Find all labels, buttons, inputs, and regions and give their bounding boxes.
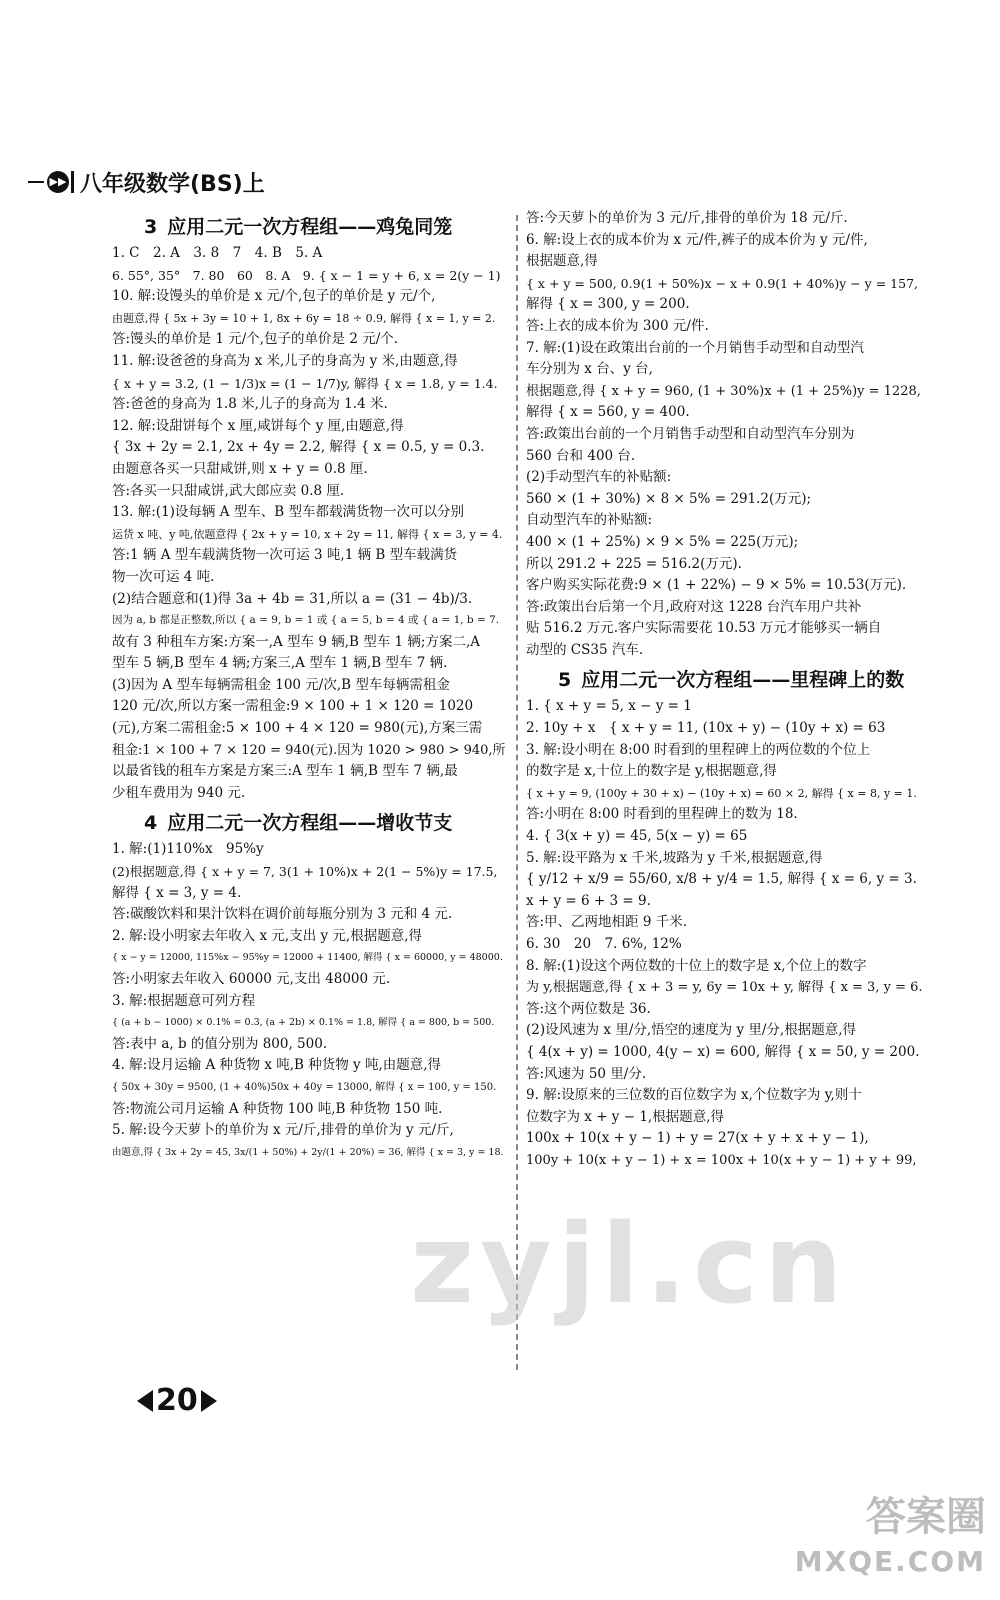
answer-line: (2)手动型汽车的补贴额: [526,469,672,486]
header-title: 八年级数学(BS)上 [80,171,265,197]
answer-line: 因为 a, b 都是正整数,所以 { a = 9, b = 1 或 { a = 5, b = 4 或 { a = 1, b = 7. [112,614,500,627]
answer-line: 根据题意,得 { x + y = 960, (1 + 30%)x + (1 + 25%)y = 1228, [526,383,921,399]
answer-line: x + y = 6 + 3 = 9. [526,892,651,909]
answer-line: 1. C 2. A 3. 8 7 4. B 5. A [112,245,323,261]
answer-line: { 4(x + y) = 1000, 4(y − x) = 600, 解得 { x = 50, y = 200. [526,1043,920,1060]
page-number [137,1383,217,1418]
answer-line: { x − y = 12000, 115%x − 95%y = 12000 + 11400, 解得 { x = 60000, y = 48000. [112,952,503,964]
answer-line: 由题意各买一只甜咸饼,则 x + y = 0.8 厘. [112,460,368,477]
fast-forward-icon: ▶▶ [47,171,69,193]
answer-line: 10. 解:设馒头的单价是 x 元/个,包子的单价是 y 元/个, [112,288,436,305]
answer-line: 车分别为 x 台、y 台, [526,361,653,378]
answer-line: 答:风速为 50 里/分. [526,1065,647,1082]
answer-line: { 50x + 30y = 9500, (1 + 40%)50x + 40y = 13000, 解得 { x = 100, y = 150. [112,1081,497,1093]
answer-line: 答:表中 a, b 的值分别为 800, 500. [112,1035,328,1052]
answer-line: 7. 解:(1)设在政策出台前的一个月销售手动型和自动型汽 [526,339,864,356]
answer-line: 400 × (1 + 25%) × 9 × 5% = 225(万元); [526,533,799,550]
answer-line: 12. 解:设甜饼每个 x 厘,咸饼每个 y 厘,由题意,得 [112,417,404,434]
answer-line: 5. 解:设今天萝卜的单价为 x 元/斤,排骨的单价为 y 元/斤, [112,1122,454,1139]
answer-line: 租金:1 × 100 + 7 × 120 = 940(元).因为 1020 > 980 > 940,所 [112,742,506,758]
answer-line: 解得 { x = 3, y = 4. [112,884,242,901]
answer-line: 120 元/次,所以方案一需租金:9 × 100 + 1 × 120 = 1020 [112,698,474,715]
answer-line: 5. 解:设平路为 x 千米,坡路为 y 千米,根据题意,得 [526,849,823,866]
answer-line: 答:上衣的成本价为 300 元/件. [526,317,709,334]
answer-line: 为 y,根据题意,得 { x + 3 = y, 6y = 10x + y, 解得 { x = 3, y = 6. [526,980,923,996]
answer-line: { x + y = 9, (100y + 30 + x) − (10y + x) = 60 × 2, 解得 { x = 8, y = 1. [526,786,917,800]
answer-line: 的数字是 x,十位上的数字是 y,根据题意,得 [526,763,777,780]
answer-line: 1. { x + y = 5, x − y = 1 [526,698,692,715]
answer-line: 解得 { x = 300, y = 200. [526,296,690,313]
answer-line: 答:物流公司月运输 A 种货物 100 吨,B 种货物 150 吨. [112,1100,443,1117]
answer-line: 自动型汽车的补贴额: [526,512,653,529]
section-number: 3 [144,216,158,238]
answer-line: 型车 5 辆,B 型车 4 辆;方案三,A 型车 1 辆,B 型车 7 辆. [112,655,448,672]
column-divider [516,215,518,1370]
answer-line: 运货 x 吨、y 吨,依题意得 { 2x + y = 10, x + 2y = 11, 解得 { x = 3, y = 4. [112,527,503,541]
answer-line: 4. 解:设月运输 A 种货物 x 吨,B 种货物 y 吨,由题意,得 [112,1057,442,1074]
answer-line: 答:政策出台前的一个月销售手动型和自动型汽车分别为 [526,425,855,442]
answer-line: 答:馒头的单价是 1 元/个,包子的单价是 2 元/个. [112,331,399,348]
answer-line: 客户购买实际花费:9 × (1 + 22%) − 9 × 5% = 10.53(万元). [526,577,907,594]
answer-line: 560 × (1 + 30%) × 8 × 5% = 291.2(万元); [526,490,812,507]
triangle-right-icon [201,1390,217,1412]
answer-line: 物一次可运 4 吨. [112,568,215,585]
watermark-url: MXQE.COM [794,1545,986,1578]
watermark-badge: 答案圈 [866,1494,986,1540]
answer-line: { x + y = 3.2, (1 − 1/3)x = (1 − 1/7)y, 解得 { x = 1.8, y = 1.4. [112,375,498,391]
answer-line: { x + y = 500, 0.9(1 + 50%)x − x + 0.9(1 + 40%)y − y = 157, [526,275,918,291]
answer-line: (元),方案二需租金:5 × 100 + 4 × 120 = 980(元),方案三需 [112,720,483,737]
watermark-main: zyjl.cn [410,1200,849,1328]
answer-line: 答:小明家去年收入 60000 元,支出 48000 元. [112,971,391,987]
answer-line: 贴 516.2 万元.客户实际需要花 10.53 万元才能够买一辆自 [526,620,882,637]
answer-line: 6. 55°, 35° 7. 80 60 8. A 9. { x − 1 = y + 6, x = 2(y − 1) [112,267,501,283]
page-number-text: 20 [156,1383,198,1418]
answer-line: 4. { 3(x + y) = 45, 5(x − y) = 65 [526,828,748,845]
answer-line: 答:1 辆 A 型车载满货物一次可运 3 吨,1 辆 B 型车载满货 [112,547,458,564]
section-title: 应用二元一次方程组——增收节支 [167,812,453,835]
answer-line: 位数字为 x + y − 1,根据题意,得 [526,1108,724,1125]
answer-line: 答:爸爸的身高为 1.8 米,儿子的身高为 1.4 米. [112,396,388,413]
answer-line: 11. 解:设爸爸的身高为 x 米,儿子的身高为 y 米,由题意,得 [112,352,458,369]
answer-line: (2)设风速为 x 里/分,悟空的速度为 y 里/分,根据题意,得 [526,1022,856,1039]
triangle-left-icon [137,1390,153,1412]
answer-line: 答:碳酸饮料和果汁饮料在调价前每瓶分别为 3 元和 4 元. [112,906,453,923]
answer-line: 6. 30 20 7. 6%, 12% [526,936,682,952]
answer-line: 答:甲、乙两地相距 9 千米. [526,914,688,931]
answer-line: (2)结合题意和(1)得 3a + 4b = 31,所以 a = (31 − 4b)/3. [112,590,473,607]
section-title: 应用二元一次方程组——鸡兔同笼 [167,216,453,238]
answer-line: 根据题意,得 [526,253,598,270]
answer-line: 由题意,得 { 3x + 2y = 45, 3x/(1 + 50%) + 2y/(1 + 20%) = 36, 解得 { x = 3, y = 18. [112,1146,504,1158]
answer-line: 故有 3 种租车方案:方案一,A 型车 9 辆,B 型车 1 辆;方案二,A [112,633,480,650]
answer-line: { 3x + 2y = 2.1, 2x + 4y = 2.2, 解得 { x = 0.5, y = 0.3. [112,439,485,456]
answer-line: 解得 { x = 560, y = 400. [526,404,690,421]
answer-line: 3. 解:设小明在 8:00 时看到的里程碑上的两位数的个位上 [526,741,871,758]
section-number: 5 [558,669,572,692]
answer-line: 6. 解:设上衣的成本价为 x 元/件,裤子的成本价为 y 元/件, [526,231,868,248]
answer-line: 答:今天萝卜的单价为 3 元/斤,排骨的单价为 18 元/斤. [526,210,848,226]
answer-line: 答:各买一只甜咸饼,武大郎应卖 0.8 厘. [112,482,345,499]
answer-line: 答:政策出台后第一个月,政府对这 1228 台汽车用户共补 [526,598,862,615]
answer-line: { (a + b − 1000) × 0.1% = 0.3, (a + 2b) × 0.1% = 1.8, 解得 { a = 800, b = 500. [112,1017,495,1029]
answer-line: 9. 解:设原来的三位数的百位数字为 x,个位数字为 y,则十 [526,1087,862,1104]
answer-line: 3. 解:根据题意可列方程 [112,992,256,1009]
section-number: 4 [144,812,158,835]
answer-line: 所以 291.2 + 225 = 516.2(万元). [526,555,742,572]
answer-line: { y/12 + x/9 = 55/60, x/8 + y/4 = 1.5, 解得 { x = 6, y = 3. [526,871,917,888]
header-dash [28,181,44,183]
answer-line: 答:小明在 8:00 时看到的里程碑上的数为 18. [526,806,798,823]
answer-line: 13. 解:(1)设每辆 A 型车、B 型车都载满货物一次可以分别 [112,504,464,521]
answer-line: 100x + 10(x + y − 1) + y = 27(x + y + x + y − 1), [526,1130,869,1147]
answer-line: 100y + 10(x + y − 1) + x = 100x + 10(x + y − 1) + y + 99, [526,1152,917,1168]
answer-column-left [112,208,512,1163]
answer-line: 2. 10y + x { x + y = 11, (10x + y) − (10y + x) = 63 [526,720,886,737]
answer-line: 由题意,得 { 5x + 3y = 10 + 1, 8x + 6y = 18 ÷ 0.9, 解得 { x = 1, y = 2. [112,311,496,325]
page-header [28,162,265,202]
header-divider [71,171,74,193]
answer-line: (3)因为 A 型车每辆需租金 100 元/次,B 型车每辆需租金 [112,676,450,693]
section-heading [112,212,512,239]
answer-line: 1. 解:(1)110%x 95%y [112,841,264,858]
answer-line: 2. 解:设小明家去年收入 x 元,支出 y 元,根据题意,得 [112,927,422,944]
section-heading [112,808,512,835]
answer-line: 少租车费用为 940 元. [112,784,246,801]
section-heading [526,665,926,692]
answer-column-right [526,208,926,1172]
answer-line: 8. 解:(1)设这个两位数的十位上的数字是 x,个位上的数字 [526,957,867,974]
answer-line: 答:这个两位数是 36. [526,1000,651,1017]
answer-line: (2)根据题意,得 { x + y = 7, 3(1 + 10%)x + 2(1 − 5%)y = 17.5, [112,864,498,880]
answer-line: 动型的 CS35 汽车. [526,641,644,658]
answer-line: 以最省钱的租车方案是方案三:A 型车 1 辆,B 型车 7 辆,最 [112,763,458,780]
section-title: 应用二元一次方程组——里程碑上的数 [581,669,905,692]
answer-line: 560 台和 400 台. [526,447,636,464]
